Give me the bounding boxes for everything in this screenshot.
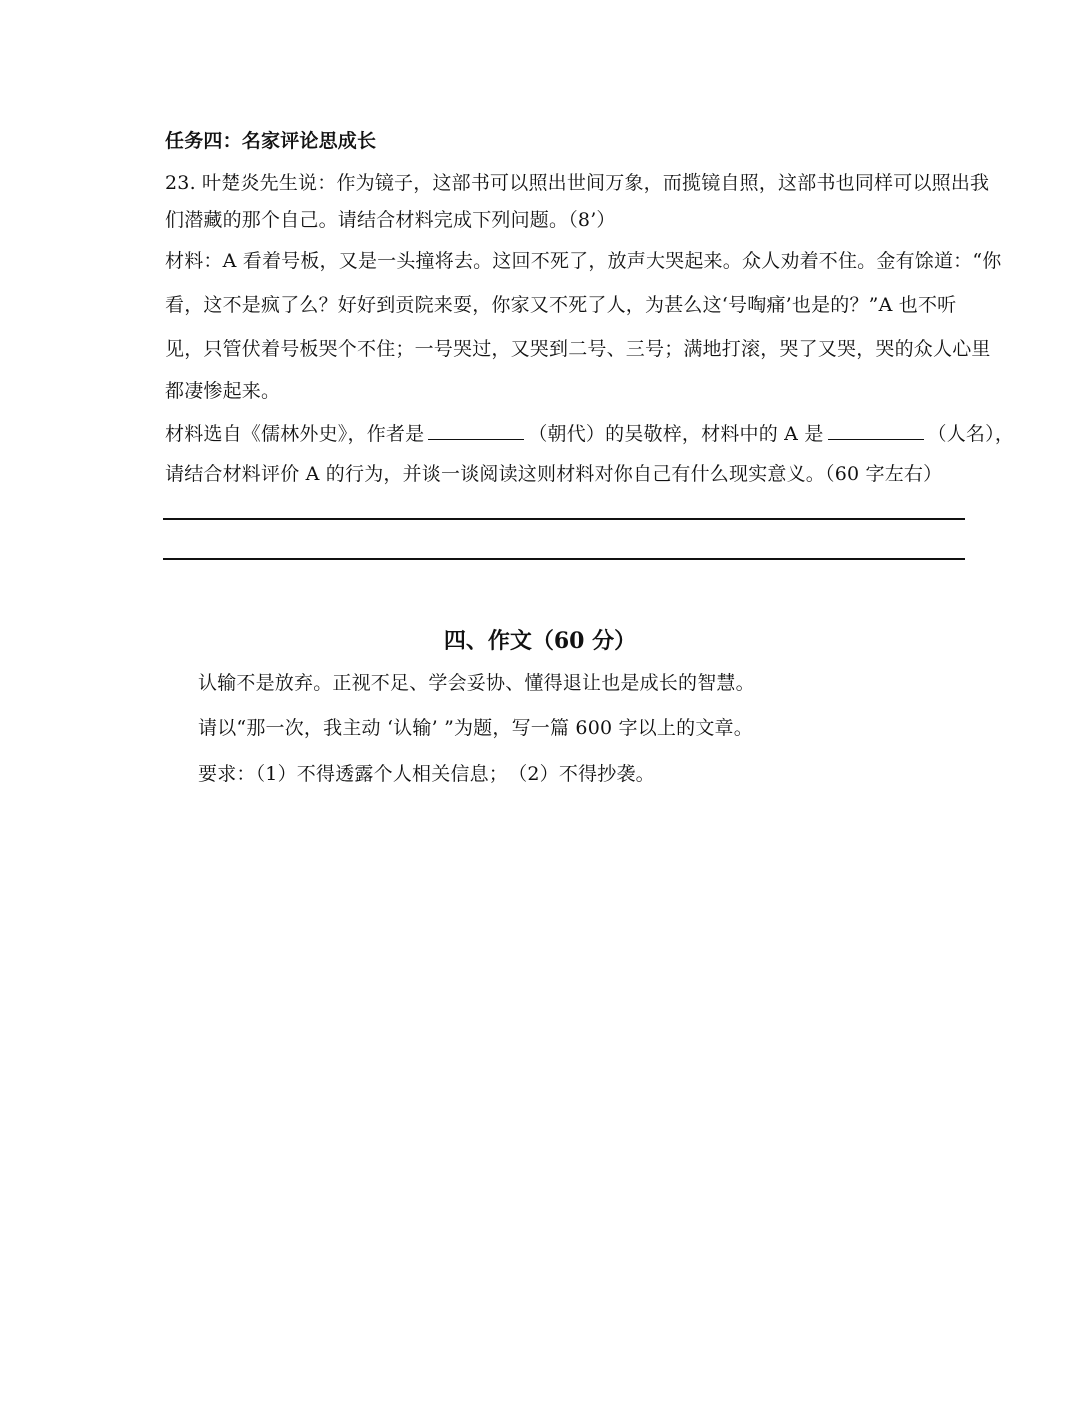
dynasty-blank[interactable] bbox=[428, 421, 524, 440]
essay-line-3: 要求：（1）不得透露个人相关信息； （2）不得抄袭。 bbox=[198, 763, 655, 785]
answer-line-2[interactable] bbox=[163, 558, 965, 560]
material-line-3: 见，只管伏着号板哭个不住；一号哭过，又哭到二号、三号；满地打滚，哭了又哭，哭的众人心里 bbox=[165, 338, 991, 360]
material-line-4: 都凄惨起来。 bbox=[165, 380, 281, 402]
prompt-line-2: 请结合材料评价 A 的行为，并谈一谈阅读这则材料对你自己有什么现实意义。（60 字左右） bbox=[165, 463, 943, 485]
question-line-2: 们潜藏的那个自己。请结合材料完成下列问题。（8’） bbox=[165, 209, 616, 231]
prompt-part-2: （朝代）的吴敬梓，材料中的 A 是 bbox=[528, 423, 824, 445]
material-line-1: 材料：A 看着号板，又是一头撞将去。这回不死了，放声大哭起来。众人劝着不住。金有馀道：“你 bbox=[165, 250, 1002, 272]
prompt-part-3: （人名）， bbox=[927, 423, 1015, 445]
prompt-line-1 bbox=[165, 421, 1014, 447]
prompt-part-1: 材料选自《儒林外史》，作者是 bbox=[165, 423, 425, 445]
answer-line-1[interactable] bbox=[163, 518, 965, 520]
essay-line-2: 请以“那一次，我主动 ‘认输’ ”为题，写一篇 600 字以上的文章。 bbox=[198, 717, 753, 739]
essay-section-title: 四、作文（60 分） bbox=[443, 628, 637, 654]
essay-line-1: 认输不是放弃。正视不足、学会妥协、懂得退让也是成长的智慧。 bbox=[198, 672, 755, 694]
material-line-2: 看，这不是疯了么？好好到贡院来耍，你家又不死了人，为甚么这‘号啕痛’也是的？”A 也不听 bbox=[165, 294, 957, 316]
task-title: 任务四：名家评论思成长 bbox=[165, 130, 377, 152]
question-line-1: 23. 叶楚炎先生说：作为镜子，这部书可以照出世间万象，而揽镜自照，这部书也同样可以照出我 bbox=[165, 172, 990, 194]
person-name-blank[interactable] bbox=[828, 421, 924, 440]
